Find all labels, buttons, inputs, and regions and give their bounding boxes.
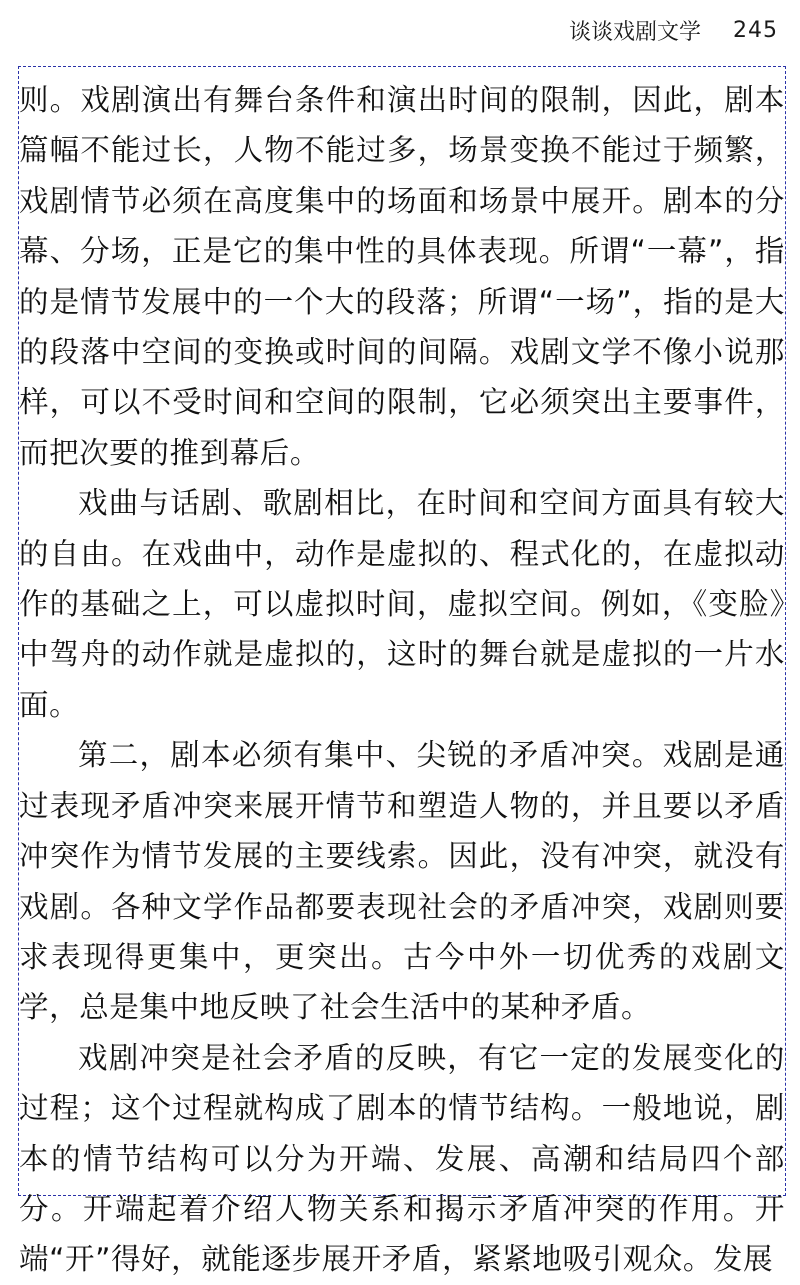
- running-title: 谈谈戏剧文学: [568, 19, 701, 45]
- paragraph: 戏曲与话剧、歌剧相比，在时间和空间方面具有较大的自由。在戏曲中，动作是虚拟的、程式化的，在虚拟动作的基础之上，可以虚拟时间，虚拟空间。例如，《变脸》中驾舟的动作就是虚拟的，这时的舞台就是虚拟的一片水面。: [19, 486, 785, 722]
- page-number: 245: [733, 17, 778, 43]
- body-text: [19, 75, 787, 1285]
- paragraph: 戏剧冲突是社会矛盾的反映，有它一定的发展变化的过程；这个过程就构成了剧本的情节结构。一般地说，剧本的情节结构可以分为开端、发展、高潮和结局四个部分。开端起着介绍人物关系和揭示矛盾冲突的作用。开端“开”得好，就能逐步展开矛盾，紧紧地吸引观众。发展: [19, 1040, 785, 1277]
- running-header: [569, 10, 778, 50]
- text-frame: [18, 66, 786, 1277]
- paragraph: 第二，剧本必须有集中、尖锐的矛盾冲突。戏剧是通过表现矛盾冲突来展开情节和塑造人物的，并且要以矛盾冲突作为情节发展的主要线索。因此，没有冲突，就没有戏剧。各种文学作品都要表现社会的矛盾冲突，戏剧则要求表现得更集中，更突出。古今中外一切优秀的戏剧文学，总是集中地反映了社会生活中的某种矛盾。: [19, 738, 785, 1025]
- paragraph: 则。戏剧演出有舞台条件和演出时间的限制，因此，剧本篇幅不能过长，人物不能过多，场景变换不能过于频繁，戏剧情节必须在高度集中的场面和场景中展开。剧本的分幕、分场，正是它的集中性的具体表现。所谓“一幕”，指的是情节发展中的一个大的段落；所谓“一场”，指的是大的段落中空间的变换或时间的间隔。戏剧文学不像小说那样，可以不受时间和空间的限制，它必须突出主要事件，而把次要的推到幕后。: [19, 83, 785, 470]
